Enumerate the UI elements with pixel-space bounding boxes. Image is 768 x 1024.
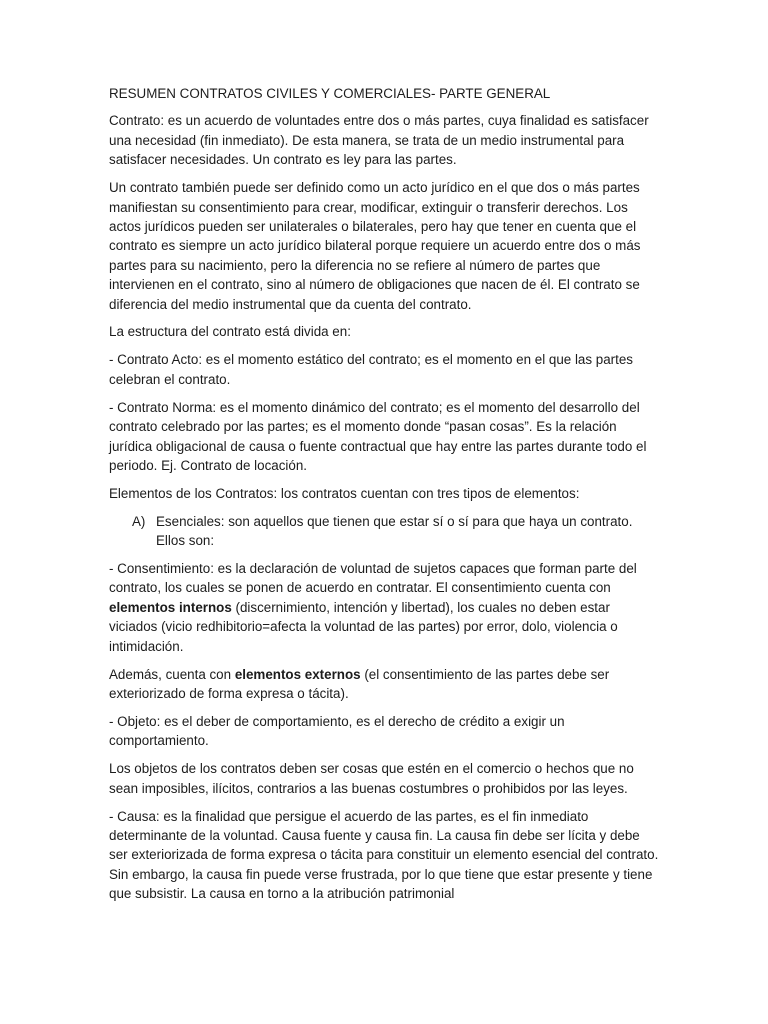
paragraph-estructura: La estructura del contrato está divida en: <box>109 324 351 340</box>
paragraph-acto-juridico: Un contrato también puede ser definido como un acto jurídico en el que dos o más partes manifiestan su consentimiento para crear, modificar, extinguir o transferir derechos. Los actos jurídicos pueden ser unilaterales o bilaterales, pero hay que tener en cuenta que el contrato es siempre un acto jurídico bilateral porque requiere un acuerdo entre dos o más partes para su nacimiento, pero la diferencia no se refiere al número de partes que intervienen en el contrato, sino al número de obligaciones que nacen de él. El contrato se diferencia del medio instrumental que da cuenta del contrato. <box>109 180 641 312</box>
text-run: (el consentimiento de las partes debe ser exteriorizado de forma expresa o tácita). <box>109 666 610 701</box>
text-run: Además, cuenta con <box>109 666 235 682</box>
paragraph-contrato-acto: - Contrato Acto: es el momento estático del contrato; es el momento en el que las partes celebran el contrato. <box>109 352 633 387</box>
text-run: (discernimiento, intención y libertad), los cuales no deben estar viciados (vicio redhibitorio=afecta la voluntad de las partes) por error, dolo, violencia o intimidación. <box>109 599 618 654</box>
paragraph-causa: - Causa: es la finalidad que persigue el acuerdo de las partes, es el fin inmediato determinante de la voluntad. Causa fuente y causa fin. La causa fin debe ser lícita y debe ser exteriorizada de forma expresa o tácita para constituir un elemento esencial del contrato. Sin embargo, la causa fin puede verse frustrada, por lo que tiene que estar presente y tiene que subsistir. La causa en torno a la atribución patrimonial <box>109 808 659 902</box>
text-run: - Consentimiento: es la declaración de voluntad de sujetos capaces que forman parte del contrato, los cuales se ponen de acuerdo en contratar. El consentimiento cuenta con <box>109 561 637 596</box>
list-marker: A) <box>132 513 146 529</box>
bold-term-elementos-externos: elementos externos <box>234 666 361 682</box>
list-item-text: Esenciales: son aquellos que tienen que estar sí o sí para que haya un contrato. Ellos son: <box>156 513 633 549</box>
paragraph-contrato-norma: - Contrato Norma: es el momento dinámico del contrato; es el momento del desarrollo del contrato celebrado por las partes; es el momento donde “pasan cosas”. Es la relación jurídica obligacional de causa o fuente contractual que hay entre las partes durante todo el periodo. Ej. Contrato de locación. <box>109 399 647 473</box>
paragraph-consentimiento <box>109 559 661 656</box>
document-title: RESUMEN CONTRATOS CIVILES Y COMERCIALES- PARTE GENERAL <box>109 86 551 101</box>
paragraph-contrato-definicion: Contrato: es un acuerdo de voluntades entre dos o más partes, cuya finalidad es satisfacer una necesidad (fin inmediato). De esta manera, se trata de un medio instrumental para satisfacer necesidades. Un contrato es ley para las partes. <box>109 113 649 168</box>
paragraph-objeto: - Objeto: es el deber de comportamiento, es el derecho de crédito a exigir un comportamiento. <box>109 713 565 749</box>
paragraph-elementos-externos <box>109 665 661 704</box>
list-item-esenciales <box>109 512 661 551</box>
document-page <box>109 84 661 912</box>
paragraph-objetos-contratos: Los objetos de los contratos deben ser cosas que estén en el comercio o hechos que no sean imposibles, ilícitos, contrarios a las buenas costumbres o prohibidos por las leyes. <box>109 761 634 796</box>
paragraph-elementos: Elementos de los Contratos: los contratos cuentan con tres tipos de elementos: <box>109 485 580 501</box>
bold-term-elementos-internos: elementos internos <box>109 599 232 615</box>
